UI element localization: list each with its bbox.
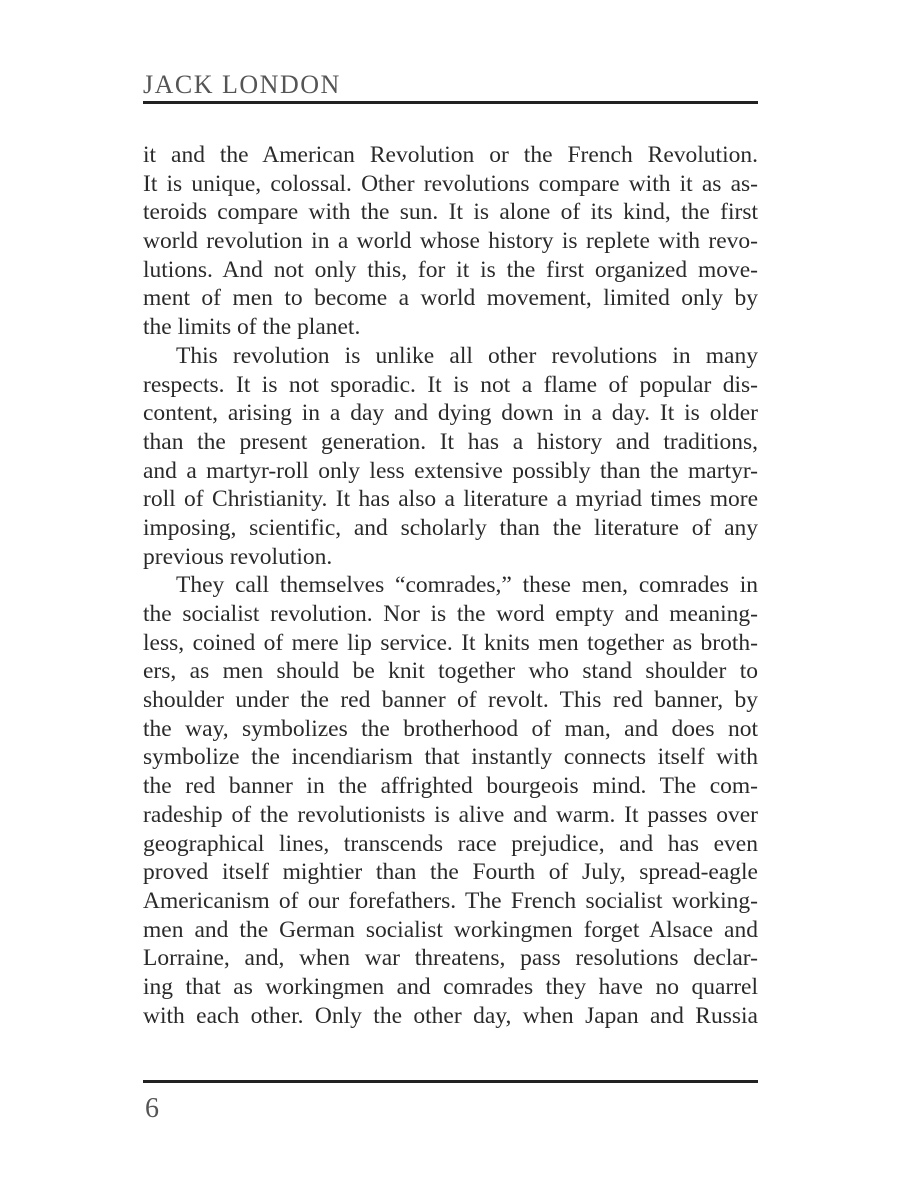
body-text [143,141,758,1030]
text-line: men and the German socialist workingmen forget Alsace and [143,916,758,943]
page-number: 6 [145,1093,159,1124]
text-line: world revolution in a world whose history is replete with revo- [143,228,758,255]
text-line: symbolize the incendiarism that instantly connects itself with [143,744,758,771]
text-line: the limits of the planet. [143,314,361,341]
text-line: geographical lines, transcends race prejudice, and has even [143,830,758,857]
text-line: and a martyr-roll only less extensive possibly than the martyr- [143,457,758,484]
text-line: less, coined of mere lip service. It knits men together as broth- [143,629,758,656]
text-line: content, arising in a day and dying down in a day. It is older [143,400,758,427]
paragraph-3 [143,571,758,1030]
text-line: shoulder under the red banner of revolt. This red banner, by [143,687,758,714]
text-line: roll of Christianity. It has also a literature a myriad times more [143,486,758,513]
text-line: the way, symbolizes the brotherhood of man, and does not [143,715,758,742]
text-line: with each other. Only the other day, when Japan and Russia [143,1002,758,1029]
text-line: ment of men to become a world movement, limited only by [143,285,758,312]
text-line: imposing, scientific, and scholarly than the literature of any [143,514,758,541]
running-head: JACK LONDON [143,70,341,99]
header-rule [143,101,758,104]
text-line: previous revolution. [143,543,333,570]
footer-rule [143,1080,758,1083]
text-line: proved itself mightier than the Fourth of July, spread-eagle [143,859,758,886]
text-line: teroids compare with the sun. It is alone of its kind, the first [143,199,758,226]
text-line: the red banner in the affrighted bourgeois mind. The com- [143,773,758,800]
text-line: respects. It is not sporadic. It is not a flame of popular dis- [143,371,758,398]
text-line: radeship of the revolutionists is alive and warm. It passes over [143,801,758,828]
text-line: This revolution is unlike all other revolutions in many [176,342,758,369]
paragraph-2 [143,342,758,572]
text-line: It is unique, colossal. Other revolutions compare with it as as- [143,170,758,197]
text-line: They call themselves “comrades,” these men, comrades in [176,572,758,599]
book-page [143,0,758,1200]
text-line: it and the American Revolution or the French Revolution. [143,142,758,168]
text-line: Americanism of our forefathers. The French socialist working- [143,887,758,914]
text-line: the socialist revolution. Nor is the word empty and meaning- [143,601,758,627]
text-line: lutions. And not only this, for it is the first organized move- [143,256,758,283]
text-line: ers, as men should be knit together who stand shoulder to [143,658,758,685]
text-line: than the present generation. It has a history and traditions, [143,428,758,455]
text-line: Lorraine, and, when war threatens, pass resolutions declar- [143,945,758,972]
paragraph-1 [143,141,758,342]
text-line: ing that as workingmen and comrades they have no quarrel [143,973,758,1000]
